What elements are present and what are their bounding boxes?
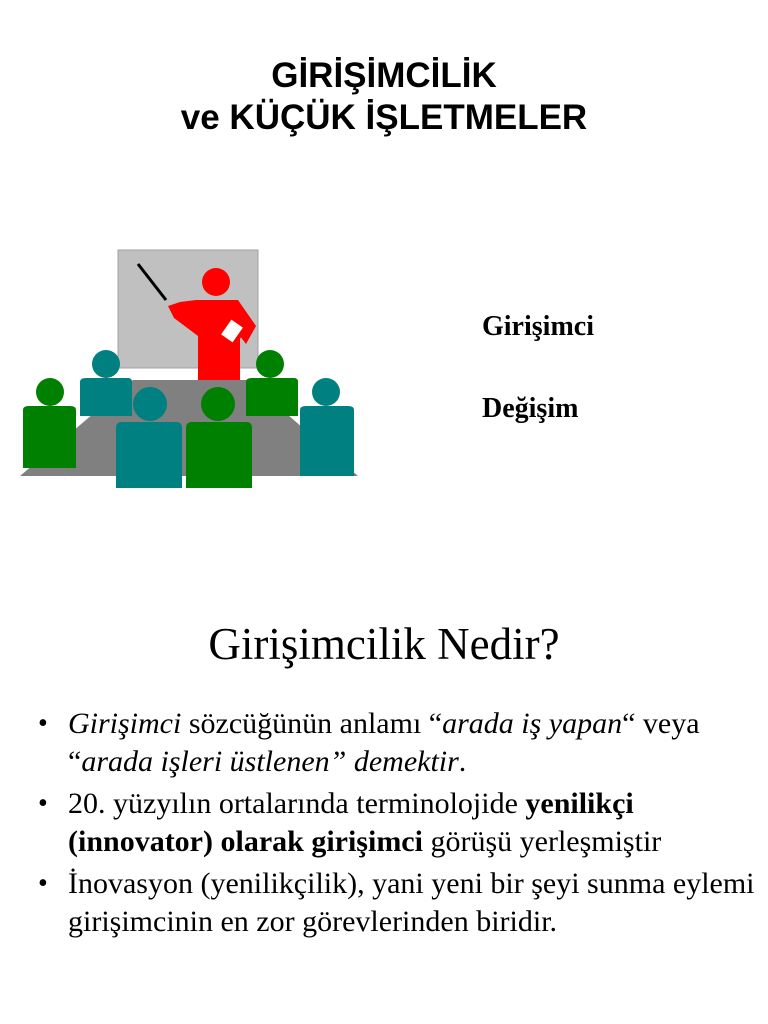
keyword-girisimci: Girişimci [482, 311, 594, 342]
meeting-presentation-illustration [18, 248, 360, 493]
title-line-2: ve KÜÇÜK İŞLETMELER [180, 98, 588, 137]
bullet-item [38, 785, 758, 861]
bullet-text-italic: arada işleri üstlenen” demektir [81, 745, 459, 778]
content-slide [0, 600, 768, 1024]
bullet-text: . [458, 745, 467, 778]
bullet-text: İnovasyon (yenilikçilik), yani yeni bir şeyi sunma eylemi girişimcinin en zor görevlerinden biridir. [68, 867, 755, 938]
bullet-text: “ veya “ [68, 707, 700, 778]
bullet-text: sözcüğünün anlamı “ [181, 707, 443, 740]
bullet-item [38, 705, 758, 781]
attendee-right [300, 378, 354, 476]
bullet-marker: • [38, 708, 48, 739]
bullet-text-italic: Girişimci [68, 707, 182, 740]
keyword-degisim: Değişim [482, 393, 579, 424]
bullet-marker: • [38, 868, 48, 899]
bullet-text-bold: yenilikçi (innovator) olarak girişimci [68, 787, 634, 858]
bullet-marker: • [38, 788, 48, 819]
attendee-left [23, 378, 76, 468]
title-line-1: GİRİŞİMCİLİK [271, 56, 497, 95]
keyword-list [482, 308, 594, 472]
bullet-item [38, 865, 758, 941]
bullet-text: görüşü yerleşmiştir [422, 825, 662, 858]
section-title: Girişimcilik Nedir? [208, 619, 560, 669]
bullet-text-italic: arada iş yapan [442, 707, 623, 740]
bullet-list [38, 705, 758, 945]
bullet-text: 20. yüzyılın ortalarında terminolojide [68, 787, 526, 820]
slide-title [0, 55, 768, 139]
